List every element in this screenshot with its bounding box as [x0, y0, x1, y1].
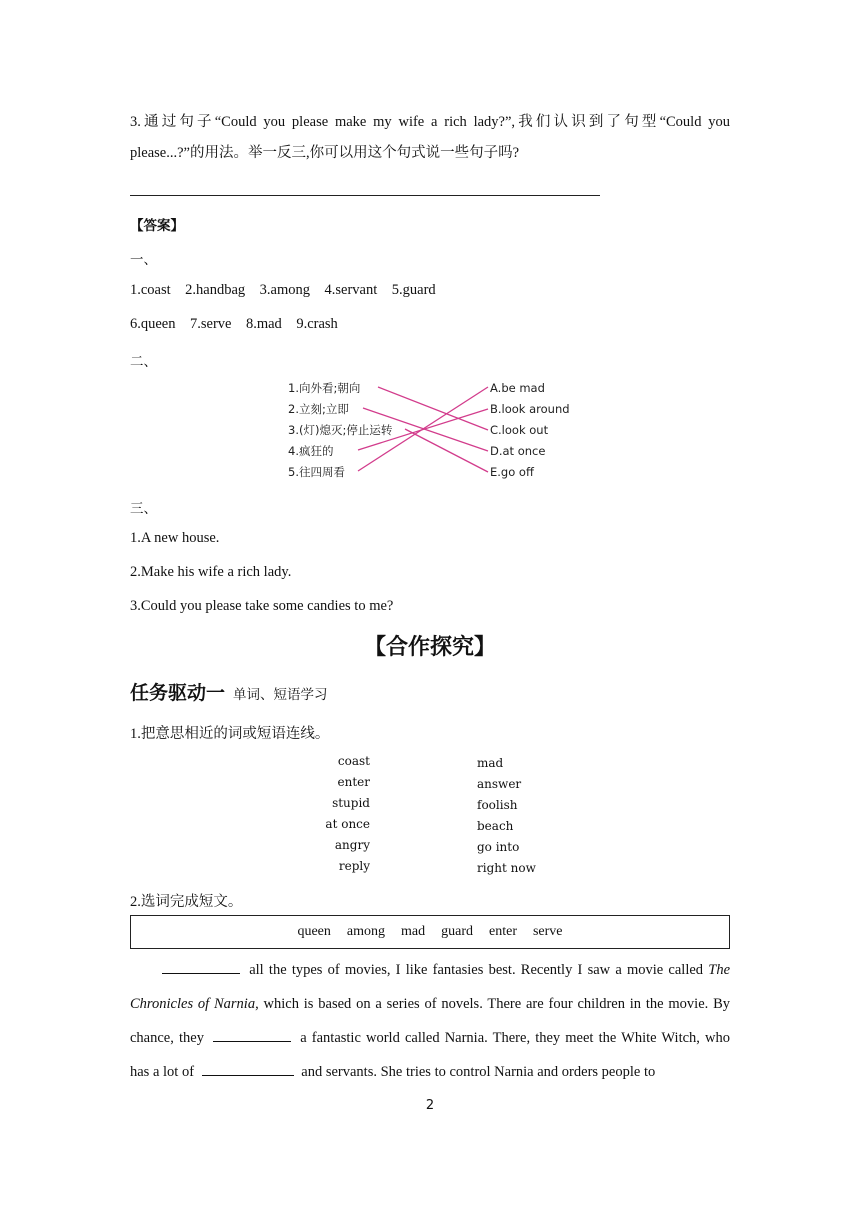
- match-left-2: 2.立刻;立即: [288, 402, 349, 416]
- passage: [130, 953, 730, 1089]
- passage-text-1: all the types of movies, I like fantasies best. Recently I saw a movie called: [249, 962, 704, 978]
- list-item: answer: [477, 777, 522, 791]
- list-item: enter: [337, 775, 370, 789]
- section-3-item-3: 3.Could you please take some candies to me?: [130, 598, 394, 614]
- passage-text-3: a fantastic world called Narnia. There, they meet the White Witch, who has a lot of: [130, 1030, 731, 1080]
- exercise-2-prompt: 2.选词完成短文。: [130, 894, 243, 910]
- matching-diagram: [283, 375, 583, 485]
- word-bank-item: serve: [532, 924, 563, 939]
- list-item: stupid: [332, 796, 370, 810]
- exercise-1-left-list: [300, 751, 370, 877]
- list-item: coast: [337, 754, 370, 768]
- exercise-1-prompt: 1.把意思相近的词或短语连线。: [130, 726, 330, 742]
- match-right-a: A.be mad: [490, 381, 545, 395]
- list-item: reply: [338, 859, 370, 873]
- section-2-label: 二、: [130, 354, 157, 370]
- list-item: mad: [477, 756, 504, 770]
- match-left-1: 1.向外看;朝向: [288, 381, 361, 395]
- section-3-item-2: 2.Make his wife a rich lady.: [130, 564, 292, 580]
- answer-rule: [130, 195, 600, 196]
- section-title: 【合作探究】: [363, 635, 496, 660]
- word-bank-item: enter: [489, 924, 517, 939]
- page-number: 2: [425, 1098, 435, 1113]
- passage-text-2: , which is based on a series of novels. There are four children in the movie. By chance, they: [130, 996, 730, 1046]
- answer-item: 8.mad: [245, 316, 282, 332]
- task-subtitle: 单词、短语学习: [233, 687, 328, 703]
- list-item: beach: [477, 819, 514, 833]
- list-item: go into: [477, 840, 520, 854]
- match-line-3: [405, 429, 488, 472]
- task-title: 任务驱动一: [130, 682, 226, 704]
- answer-item: 7.serve: [190, 316, 232, 332]
- match-left-3: 3.(灯)熄灭;停止运转: [288, 423, 393, 437]
- blank-3[interactable]: [202, 1061, 294, 1076]
- section-3-label: 三、: [130, 501, 157, 517]
- task-heading: [130, 678, 328, 705]
- section-1-label: 一、: [130, 252, 157, 268]
- list-item: right now: [477, 861, 536, 875]
- list-item: at once: [325, 817, 370, 831]
- match-right-d: D.at once: [490, 444, 546, 458]
- list-item: foolish: [477, 798, 518, 812]
- answer-item: 5.guard: [391, 282, 436, 298]
- match-line-1: [378, 387, 488, 430]
- answer-item: 3.among: [259, 282, 311, 298]
- blank-1[interactable]: [162, 959, 240, 974]
- blank-2[interactable]: [213, 1027, 291, 1042]
- match-right-b: B.look around: [490, 402, 570, 416]
- section-1-row1: [130, 282, 436, 299]
- question-3-line2: please...?”的用法。举一反三,你可以用这个句式说一些句子吗?: [130, 145, 520, 161]
- answer-item: 1.coast: [130, 282, 171, 298]
- match-left-5: 5.往四周看: [288, 465, 345, 479]
- word-bank: [130, 915, 730, 949]
- answer-heading: 【答案】: [130, 218, 184, 234]
- list-item: angry: [334, 838, 370, 852]
- section-1-row2: [130, 316, 338, 333]
- word-bank-item: guard: [441, 924, 473, 939]
- match-right-c: C.look out: [490, 423, 549, 437]
- question-3: [130, 107, 730, 169]
- word-bank-item: among: [346, 924, 385, 939]
- answer-item: 9.crash: [296, 316, 338, 332]
- exercise-1-right-list: [477, 753, 577, 879]
- question-3-line1: 3.通过句子“Could you please make my wife a rich lady?”,我们认识到了句型“Could you: [130, 114, 730, 130]
- answer-item: 2.handbag: [185, 282, 246, 298]
- section-3-item-1: 1.A new house.: [130, 530, 220, 546]
- passage-title: The Chronicles of Narnia: [130, 962, 731, 1012]
- answer-item: 4.servant: [324, 282, 378, 298]
- match-left-4: 4.疯狂的: [288, 444, 334, 458]
- word-bank-item: queen: [297, 924, 331, 939]
- passage-text-4: and servants. She tries to control Narnia and orders people to: [301, 1064, 656, 1080]
- match-right-e: E.go off: [490, 465, 534, 479]
- word-bank-item: mad: [401, 924, 426, 939]
- answer-item: 6.queen: [130, 316, 176, 332]
